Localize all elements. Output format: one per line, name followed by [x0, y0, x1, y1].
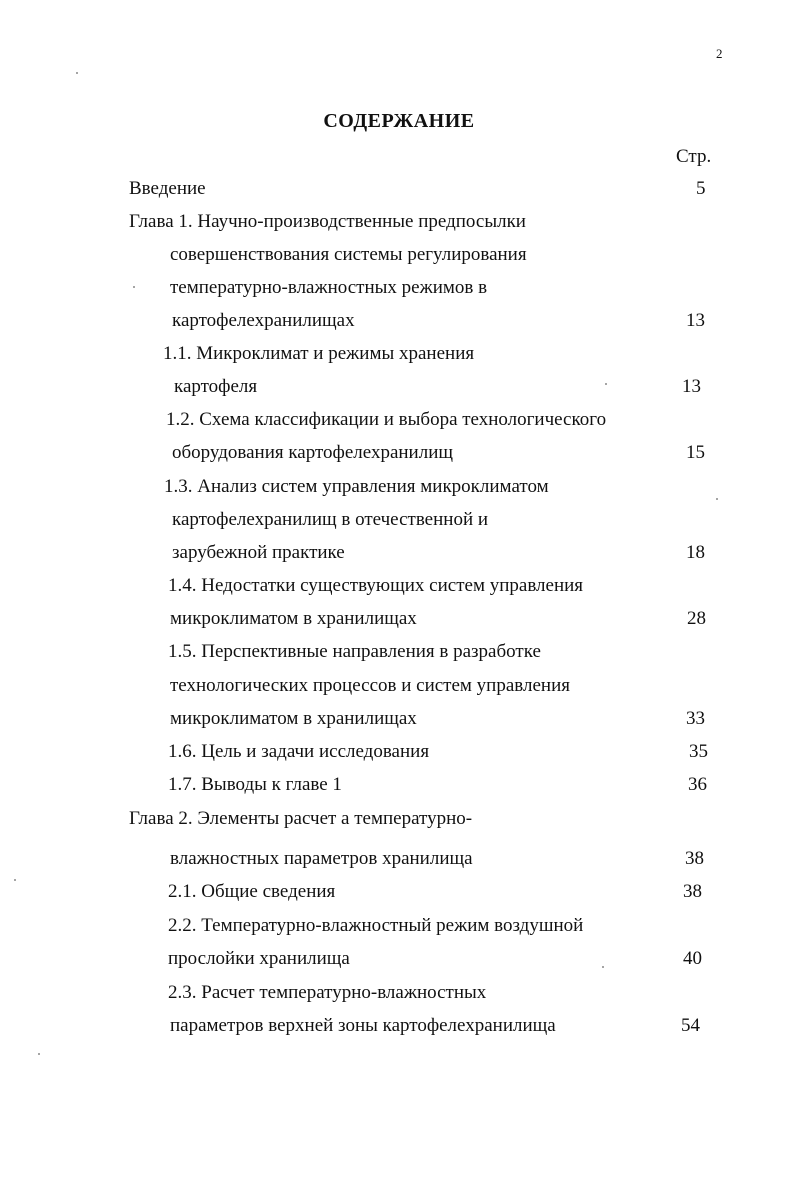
toc-entry-1-4-line2: микроклиматом в хранилищах	[170, 608, 417, 629]
toc-entry-ch1-line3: температурно-влажностных режимов в	[170, 277, 488, 298]
toc-entry-1-7: 1.7. Выводы к главе 1	[168, 774, 342, 795]
toc-entry-1-1-line2: картофеля	[174, 376, 258, 397]
toc-page-1-7: 36	[688, 774, 707, 795]
scan-speck	[14, 879, 16, 881]
toc-entry-1-5-line1: 1.5. Перспективные направления в разработке	[168, 641, 541, 662]
toc-entry-1-3-line1: 1.3. Анализ систем управления микроклиматом	[164, 476, 549, 497]
toc-page-1-1: 13	[682, 376, 701, 397]
toc-page-intro: 5	[696, 178, 706, 199]
toc-entry-ch1-line4: картофелехранилищах	[172, 310, 355, 331]
toc-page-1-2: 15	[686, 442, 705, 463]
scan-speck	[133, 286, 135, 288]
toc-page-2-3: 54	[681, 1015, 700, 1036]
page-column-header: Стр.	[676, 146, 712, 167]
toc-entry-ch1-line2: совершенствования системы регулирования	[170, 244, 527, 265]
toc-entry-1-2-line1: 1.2. Схема классификации и выбора технологического	[166, 409, 607, 430]
toc-entry-1-1-line1: 1.1. Микроклимат и режимы хранения	[163, 343, 475, 364]
toc-entry-1-5-line2: технологических процессов и систем управления	[170, 675, 570, 696]
scan-speck	[716, 498, 718, 500]
toc-page-1-3: 18	[686, 542, 705, 563]
toc-entry-ch1-line1: Глава 1. Научно-производственные предпосылки	[129, 211, 526, 232]
toc-entry-1-6: 1.6. Цель и задачи исследования	[168, 741, 430, 762]
toc-page-ch2: 38	[685, 848, 704, 869]
toc-entry-1-3-line3: зарубежной практике	[172, 542, 345, 563]
toc-entry-2-3-line1: 2.3. Расчет температурно-влажностных	[168, 982, 487, 1003]
toc-entry-2-1: 2.1. Общие сведения	[168, 881, 336, 902]
toc-page-2-1: 38	[683, 881, 702, 902]
toc-entry-1-5-line3: микроклиматом в хранилищах	[170, 708, 417, 729]
page-title: СОДЕРЖАНИЕ	[323, 110, 475, 132]
toc-entry-1-2-line2: оборудования картофелехранилищ	[172, 442, 454, 463]
toc-page-1-6: 35	[689, 741, 708, 762]
toc-entry-intro: Введение	[129, 178, 206, 199]
toc-entry-ch2-line1: Глава 2. Элементы расчет а температурно-	[129, 808, 473, 829]
toc-entry-ch2-line2: влажностных параметров хранилища	[170, 848, 473, 869]
scan-speck	[38, 1053, 40, 1055]
toc-entry-1-4-line1: 1.4. Недостатки существующих систем управления	[168, 575, 584, 596]
toc-entry-2-2-line1: 2.2. Температурно-влажностный режим воздушной	[168, 915, 584, 936]
scan-speck	[602, 966, 604, 968]
scan-speck	[76, 72, 78, 74]
toc-page-1-5: 33	[686, 708, 705, 729]
page-number: 2	[716, 46, 723, 61]
toc-entry-1-3-line2: картофелехранилищ в отечественной и	[172, 509, 489, 530]
scan-speck	[605, 383, 607, 385]
toc-entry-2-3-line2: параметров верхней зоны картофелехранилища	[170, 1015, 556, 1036]
toc-entry-2-2-line2: прослойки хранилища	[168, 948, 350, 969]
toc-page-ch1: 13	[686, 310, 705, 331]
toc-page-2-2: 40	[683, 948, 702, 969]
toc-page-1-4: 28	[687, 608, 706, 629]
